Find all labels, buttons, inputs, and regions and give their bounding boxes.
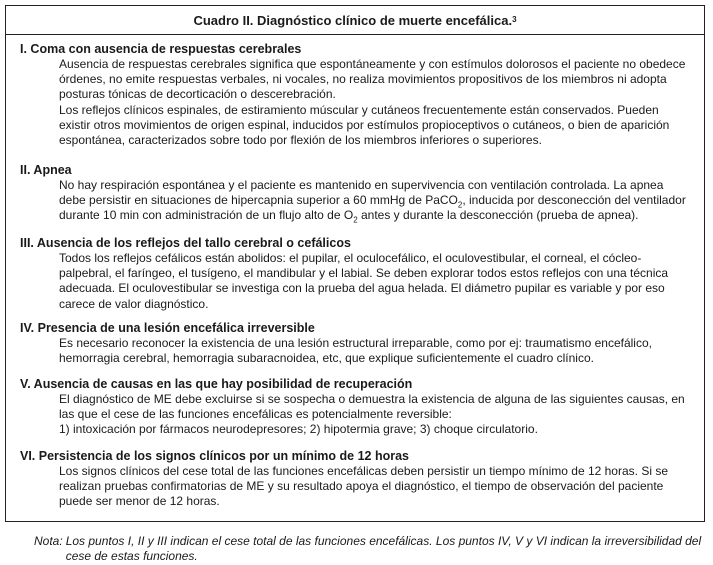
section-body — [59, 178, 692, 224]
section-body — [59, 251, 692, 312]
section-paragraph: Ausencia de respuestas cerebrales significa que espontáneamente y con estímulos dolorosos el paciente no obedece órdenes, no emite respuestas verbales, ni vocales, no realiza movimientos propositivos de los miembros ni adopta posturas tónicas de decorticación o descerebración. — [59, 57, 686, 102]
subscript: 2 — [353, 215, 358, 225]
section-body — [59, 57, 692, 148]
section-paragraph: Los reflejos clínicos espinales, de estiramiento múscular y cutáneos frecuentemente están conservados. Pueden existir otros movimientos de origen espinal, inducidos por estímulos propioceptivos o cutáneos, o bien de aparición espontánea, caracterizados sobre todo por flexión de los miembros inferiores o superiores. — [59, 102, 670, 148]
section-body — [59, 336, 692, 366]
section-title: IV. Presencia de una lesión encefálica irreversible — [20, 321, 315, 335]
footnote-label: Nota: — [34, 534, 63, 548]
table-footnote — [34, 534, 704, 564]
section-title: III. Ausencia de los reflejos del tallo cerebral o cefálicos — [20, 236, 351, 250]
text-run: , inducida por desconección del ventilador durante 10 min con administración de un flujo alto de O — [59, 193, 686, 223]
section-paragraph: Los signos clínicos del cese total de las funciones encefálicas deben persistir un tiempo mínimo de 12 horas. Si se realizan pruebas confirmatorias de ME y su resultado apoya el diagnóstico, el tiempo de observación del paciente puede ser menor de 12 horas. — [59, 464, 668, 509]
section-coma — [20, 42, 692, 148]
section-reflejos — [20, 236, 692, 312]
section-body — [59, 464, 692, 510]
section-title: II. Apnea — [20, 163, 72, 177]
table-box — [5, 5, 705, 522]
section-persistencia — [20, 449, 692, 510]
section-recuperacion — [20, 377, 692, 438]
section-title: VI. Persistencia de los signos clínicos por un mínimo de 12 horas — [20, 449, 410, 463]
table-title: Cuadro II. Diagnóstico clínico de muerte encefálica. 3 — [6, 6, 704, 35]
subscript: 2 — [457, 200, 463, 210]
section-paragraph: Es necesario reconocer la existencia de una lesión estructural irreparable, como por ej: traumatismo encefálico, hemorragia cerebral, hemorragia subaracnoidea, etc, que explique suficientemente el cuadro clínico. — [59, 336, 652, 366]
section-paragraph: 1) intoxicación por fármacos neurodepresores; 2) hipotermia grave; 3) choque circulatorio. — [59, 422, 538, 437]
text-run: antes y durante la desconección (prueba de apnea). — [357, 208, 639, 223]
text-run: No hay respiración espontánea y el paciente es mantenido en supervivencia con ventilación controlada. La apnea debe persistir en situaciones de hipercapnia superior a 60 mmHg de PaCO — [59, 178, 664, 208]
section-paragraph: Todos los reflejos cefálicos están abolidos: el pupilar, el oculocefálico, el oculovestibular, el corneal, el cócleo-palpebral, el faríngeo, el tusígeno, el mandibular y el labial. Se deben explorar todos estos reflejos con una técnica adecuada. El oculovestibular se investiga con la prueba del agua helada. El diámetro pupilar es variable y por eso carece de valor diagnóstico. — [59, 251, 669, 311]
section-apnea — [20, 163, 692, 224]
section-paragraph — [59, 178, 692, 224]
footnote-text: Los puntos I, II y III indican el cese total de las funciones encefálicas. Los puntos IV, V y VI indican la irreversibilidad del cese de estas funciones. — [65, 534, 702, 563]
section-body — [59, 392, 692, 438]
section-lesion — [20, 321, 692, 366]
section-title: I. Coma con ausencia de respuestas cerebrales — [20, 42, 302, 56]
section-title: V. Ausencia de causas en las que hay posibilidad de recuperación — [20, 377, 413, 391]
section-paragraph: El diagnóstico de ME debe excluirse si se sospecha o demuestra la existencia de alguna de las siguientes causas, en las que el cese de las funciones encefálicas es potencialmente reversible: — [59, 392, 685, 422]
table-title-text: Cuadro II. Diagnóstico clínico de muerte encefálica. — [193, 12, 513, 28]
